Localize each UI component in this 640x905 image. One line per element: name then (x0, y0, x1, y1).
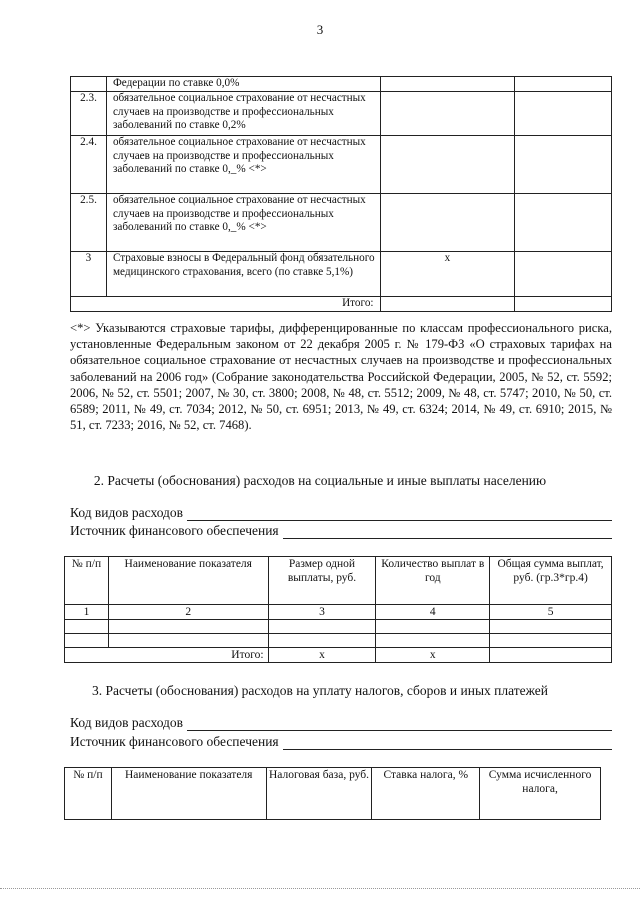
row-number: 2.3. (71, 92, 107, 136)
page-number: 3 (316, 22, 324, 37)
x-mark: х (376, 648, 490, 663)
section3-heading: 3. Расчеты (обоснования) расходов на уплату налогов, сборов и иных платежей (91, 683, 549, 698)
row-text: обязательное социальное страхование от несчастных случаев на производстве и профессиональных заболеваний по ставке 0,_% <*> (106, 136, 380, 194)
col-header: № п/п (65, 557, 109, 605)
col-header: Сумма исчисленного налога, (480, 768, 601, 820)
section3-code-line (70, 715, 612, 731)
col-header: № п/п (65, 768, 112, 820)
total-row (65, 648, 612, 663)
col-number: 2 (108, 605, 268, 620)
total-label: Итого: (71, 297, 381, 312)
x-mark: х (380, 252, 515, 297)
taxes-table (64, 767, 601, 820)
scan-edge (0, 888, 640, 890)
section2-heading: 2. Расчеты (обоснования) расходов на социальные и иные выплаты населению (93, 473, 547, 488)
row-number: 2.4. (71, 136, 107, 194)
header-row (65, 768, 601, 820)
column-numbers-row (65, 605, 612, 620)
code-field[interactable] (187, 718, 612, 731)
row-number (71, 77, 107, 92)
section3-source-line (70, 734, 612, 750)
table-row (71, 136, 612, 194)
source-field[interactable] (283, 526, 612, 539)
source-label: Источник финансового обеспечения (70, 734, 279, 749)
header-row (65, 557, 612, 605)
row-number: 2.5. (71, 194, 107, 252)
col-number: 5 (490, 605, 612, 620)
x-mark: х (268, 648, 376, 663)
code-field[interactable] (187, 508, 612, 521)
row-number: 3 (71, 252, 107, 297)
col-header: Наименование показателя (108, 557, 268, 605)
insurance-contributions-table (70, 76, 612, 312)
source-label: Источник финансового обеспечения (70, 523, 279, 538)
row-text: обязательное социальное страхование от несчастных случаев на производстве и профессиональных заболеваний по ставке 0,2% (106, 92, 380, 136)
col-header: Размер одной выплаты, руб. (268, 557, 376, 605)
col-header: Количество выплат в год (376, 557, 490, 605)
table-row (65, 634, 612, 648)
col-number: 3 (268, 605, 376, 620)
section2-code-line (70, 505, 612, 521)
col-header: Ставка налога, % (372, 768, 480, 820)
code-label: Код видов расходов (70, 715, 184, 730)
section2-source-line (70, 523, 612, 539)
table-row (71, 252, 612, 297)
footnote: <*> Указываются страховые тарифы, дифференцированные по классам профессионального риска, установленные Федеральным законом от 22 декабря 2005 г. № 179-ФЗ «О страховых тарифах на обязательное социальное страхование от несчастных случаев на производстве и профессиональных заболеваний на 2006 год» (Собрание законодательства Российской Федерации, 2005, № 52, ст. 5592; 2006, № 52, ст. 5501; 2007, № 30, ст. 3800; 2008, № 48, ст. 5512; 2009, № 48, ст. 5747; 2010, № 50, ст. 6589; 2011, № 49, ст. 7034; 2012, № 50, ст. 6951; 2013, № 49, ст. 6324; 2014, № 49, ст. 6910; 2015, № 51, ст. 7233; 2016, № 52, ст. 7468). (70, 321, 612, 433)
table-row (71, 194, 612, 252)
col-header: Наименование показателя (111, 768, 266, 820)
social-payments-table (64, 556, 612, 663)
row-text: Федерации по ставке 0,0% (106, 77, 380, 92)
table-row (71, 92, 612, 136)
col-header: Общая сумма выплат, руб. (гр.3*гр.4) (490, 557, 612, 605)
col-number: 1 (65, 605, 109, 620)
total-row (71, 297, 612, 312)
source-field[interactable] (283, 737, 612, 750)
table-row (65, 620, 612, 634)
row-text: обязательное социальное страхование от несчастных случаев на производстве и профессиональных заболеваний по ставке 0,_% <*> (106, 194, 380, 252)
total-label: Итого: (65, 648, 269, 663)
code-label: Код видов расходов (70, 505, 184, 520)
table-row (71, 77, 612, 92)
col-number: 4 (376, 605, 490, 620)
col-header: Налоговая база, руб. (266, 768, 372, 820)
row-text: Страховые взносы в Федеральный фонд обязательного медицинского страхования, всего (по ставке 5,1%) (106, 252, 380, 297)
